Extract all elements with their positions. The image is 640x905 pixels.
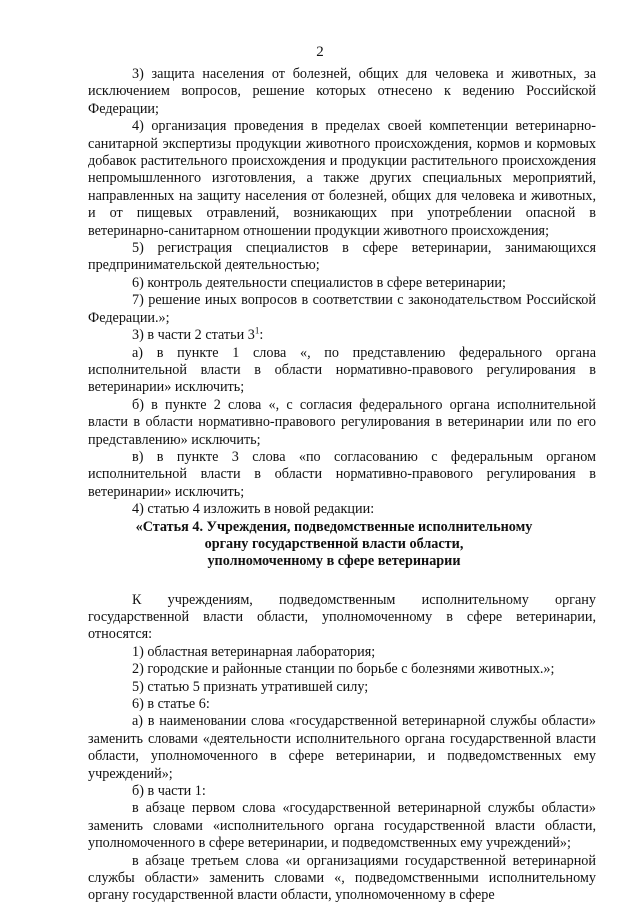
paragraph: в абзаце третьем слова «и организациями государственной ветеринарной службы области» заменить словами «, подведомственными исполнительному органу государственной власти области, уполномоченному в сфере	[88, 852, 596, 904]
paragraph: а) в пункте 1 слова «, по представлению федерального органа исполнительной власти в области нормативно-правового регулирования в ветеринарии» исключить;	[88, 344, 596, 396]
spacer	[88, 570, 596, 592]
paragraph: в абзаце первом слова «государственной ветеринарной службы области» заменить словами «исполнительного органа государственной власти области, уполномоченного в сфере ветеринарии, и подведомственных ему учреждений»;	[88, 800, 596, 852]
document-body	[88, 66, 596, 905]
paragraph: 1) областная ветеринарная лаборатория;	[132, 643, 376, 660]
paragraph: 2) городские и районные станции по борьбе с болезнями животных.»;	[132, 661, 555, 678]
article-heading-line: уполномоченному в сфере ветеринарии	[207, 552, 461, 569]
page-number: 2	[316, 44, 324, 60]
paragraph: 4) организация проведения в пределах своей компетенции ветеринарно-санитарной экспертизы продукции животного происхождения, кормов и кормовых добавок растительного происхождения и продукции растительного происхождения непромышленного изготовления, а также других специальных мероприятий, направленных на защиту населения от болезней, общих для человека и животных, и от пищевых отравлений, возникающих при употреблении опасной в ветеринарно-санитарном отношении продукции животного происхождения;	[88, 118, 596, 239]
paragraph: а) в наименовании слова «государственной ветеринарной службы области» заменить словами «деятельности исполнительного органа государственной власти области, уполномоченного в сфере ветеринарии, и подведомственных ему учреждений»;	[88, 713, 596, 782]
item3-colon: :	[259, 327, 264, 344]
paragraph: б) в части 1:	[132, 783, 206, 800]
article-heading-line: «Статья 4. Учреждения, подведомственные исполнительному	[135, 518, 533, 535]
paragraph: 5) статью 5 признать утратившей силу;	[132, 678, 369, 695]
paragraph: 6) в статье 6:	[132, 696, 210, 712]
item3-superscript: 1	[254, 325, 260, 336]
paragraph: 4) статью 4 изложить в новой редакции:	[132, 501, 375, 518]
paragraph: 6) контроль деятельности специалистов в сфере ветеринарии;	[132, 274, 506, 291]
item3-text: 3) в части 2 статьи 3	[132, 327, 255, 344]
paragraph: в) в пункте 3 слова «по согласованию с федеральным органом исполнительной власти в области нормативно-правового регулирования в ветеринарии» исключить;	[88, 448, 596, 500]
paragraph-item3	[88, 327, 596, 344]
paragraph: 7) решение иных вопросов в соответствии с законодательством Российской Федерации.»;	[88, 292, 596, 326]
article-heading-line: органу государственной власти области,	[204, 535, 464, 552]
paragraph: б) в пункте 2 слова «, с согласия федерального органа исполнительной власти в области нормативно-правового регулирования в ветеринарии или по его представлению» исключить;	[88, 396, 596, 448]
paragraph: К учреждениям, подведомственным исполнительному органу государственной власти области, уполномоченному в сфере ветеринарии, относятся:	[88, 591, 596, 643]
paragraph: 5) регистрация специалистов в сфере ветеринарии, занимающихся предпринимательской деятельностью;	[88, 240, 596, 274]
paragraph: 3) защита населения от болезней, общих для человека и животных, за исключением вопросов, решение которых отнесено к ведению Российской Федерации;	[88, 66, 596, 117]
